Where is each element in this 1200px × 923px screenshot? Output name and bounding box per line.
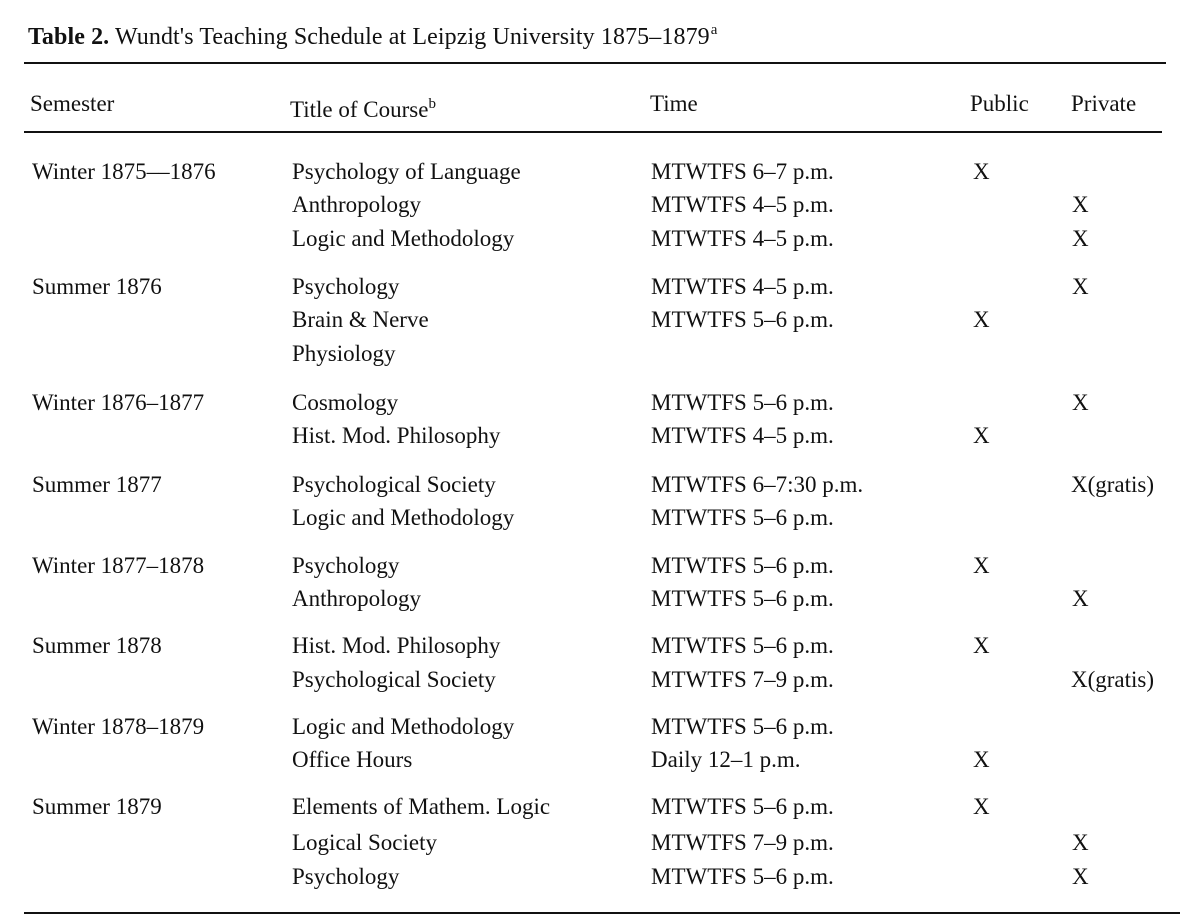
cell-course: Cosmology [292,390,399,415]
cell-private: X(gratis) [1071,667,1155,692]
cell-course: Anthropology [292,586,422,611]
header-time: Time [650,91,698,116]
cell-time: MTWTFS 5–6 p.m. [651,714,834,739]
cell-time: MTWTFS 4–5 p.m. [651,226,834,251]
cell-private: X [1072,390,1089,415]
cell-course: Psychological Society [292,472,496,497]
cell-course: Psychology of Language [292,159,521,184]
cell-public: X [973,794,990,819]
cell-course: Elements of Mathem. Logic [292,794,551,819]
cell-public: X [973,159,990,184]
header-course-marker: b [428,96,436,112]
cell-course: Physiology [292,341,396,366]
cell-time: MTWTFS 4–5 p.m. [651,423,834,448]
cell-public: X [973,423,990,448]
cell-semester: Winter 1877–1878 [32,553,205,578]
cell-course: Logical Society [292,830,437,855]
header-semester: Semester [30,91,115,116]
cell-course: Psychology [292,864,400,889]
cell-course: Psychological Society [292,667,496,692]
header-course-label: Title of Course [290,97,429,122]
caption-footnote-marker: a [710,22,718,38]
cell-time: MTWTFS 6–7 p.m. [651,159,834,184]
cell-course: Hist. Mod. Philosophy [292,423,501,448]
cell-private: X [1072,864,1089,889]
cell-private: X [1072,226,1089,251]
cell-course: Hist. Mod. Philosophy [292,633,501,658]
cell-private: X [1072,274,1089,299]
cell-course: Office Hours [292,747,413,772]
cell-private: X [1072,830,1089,855]
bottom-rule [24,912,1180,914]
cell-public: X [973,553,990,578]
table-title: Wundt's Teaching Schedule at Leipzig University 1875–1879 [114,24,710,50]
cell-time: MTWTFS 5–6 p.m. [651,864,834,889]
table-label: Table 2. [28,24,110,50]
cell-time: Daily 12–1 p.m. [651,747,801,772]
cell-time: MTWTFS 4–5 p.m. [651,274,834,299]
cell-course: Logic and Methodology [292,714,515,739]
cell-course: Brain & Nerve [292,307,429,332]
cell-private: X(gratis) [1071,472,1155,497]
cell-time: MTWTFS 6–7:30 p.m. [651,472,864,497]
cell-semester: Summer 1878 [32,633,162,658]
cell-time: MTWTFS 7–9 p.m. [651,830,834,855]
header-private: Private [1071,91,1137,116]
cell-course: Psychology [292,553,400,578]
header-rule [24,131,1162,133]
cell-public: X [973,307,990,332]
cell-time: MTWTFS 5–6 p.m. [651,553,834,578]
cell-time: MTWTFS 4–5 p.m. [651,192,834,217]
cell-time: MTWTFS 7–9 p.m. [651,667,834,692]
cell-course: Logic and Methodology [292,505,515,530]
cell-course: Logic and Methodology [292,226,515,251]
cell-semester: Summer 1877 [32,472,162,497]
header-public: Public [970,91,1029,116]
table-caption [28,22,718,51]
cell-semester: Winter 1875––1876 [32,159,216,184]
cell-time: MTWTFS 5–6 p.m. [651,505,834,530]
header-course [290,90,436,124]
cell-course: Anthropology [292,192,422,217]
cell-public: X [973,633,990,658]
cell-time: MTWTFS 5–6 p.m. [651,307,834,332]
cell-semester: Summer 1876 [32,274,162,299]
cell-time: MTWTFS 5–6 p.m. [651,633,834,658]
cell-private: X [1072,586,1089,611]
cell-course: Psychology [292,274,400,299]
top-rule [24,62,1166,64]
cell-time: MTWTFS 5–6 p.m. [651,794,834,819]
cell-time: MTWTFS 5–6 p.m. [651,390,834,415]
cell-semester: Summer 1879 [32,794,162,819]
cell-private: X [1072,192,1089,217]
cell-time: MTWTFS 5–6 p.m. [651,586,834,611]
cell-semester: Winter 1878–1879 [32,714,205,739]
cell-public: X [973,747,990,772]
cell-semester: Winter 1876–1877 [32,390,205,415]
